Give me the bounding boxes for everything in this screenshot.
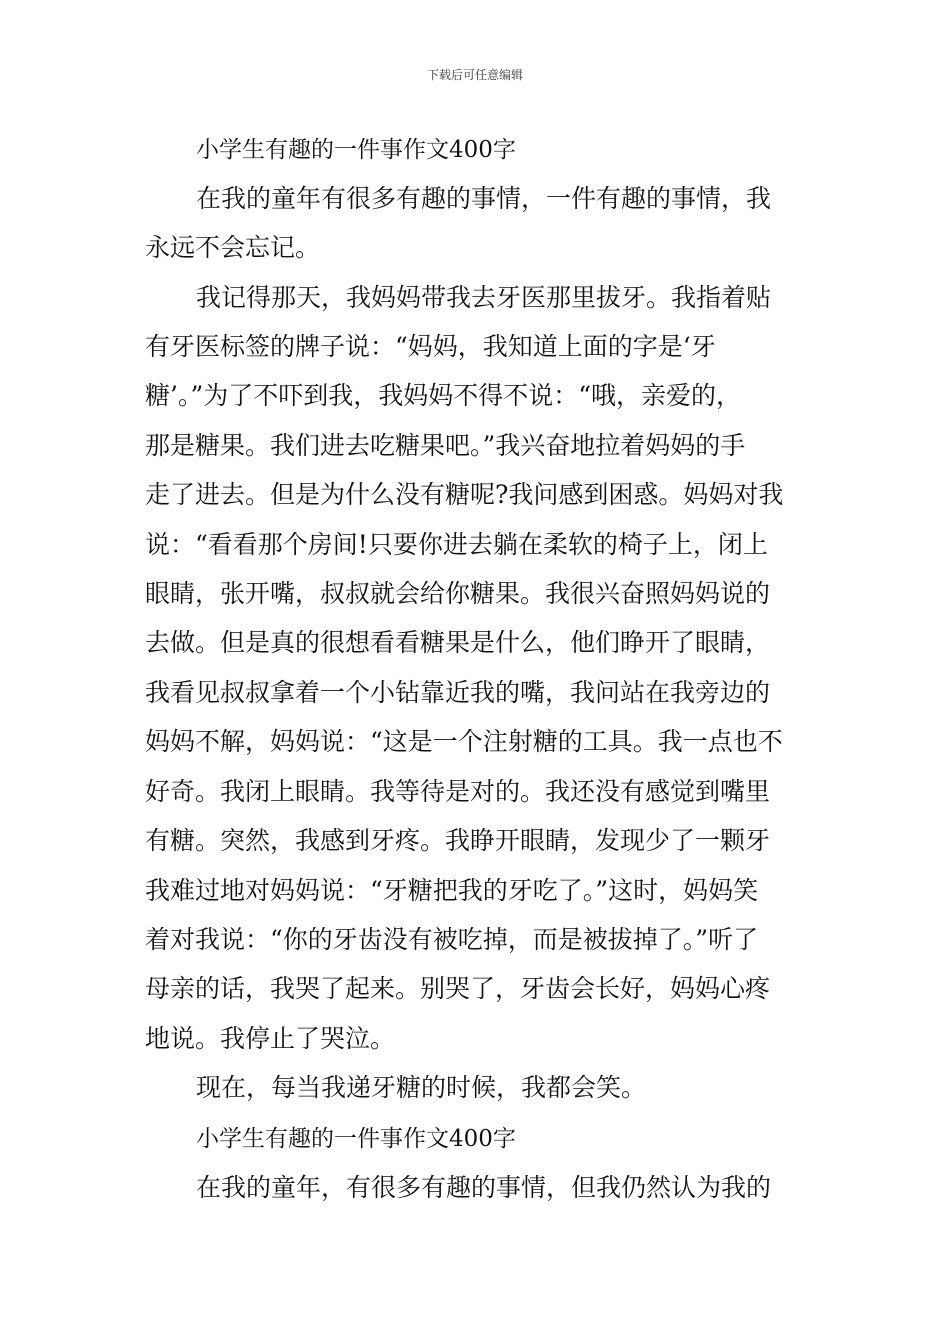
- paragraph-line: 母亲的话，我哭了起来。别哭了，牙齿会长好，妈妈心疼: [145, 974, 771, 1003]
- paragraph-line: 走了进去。但是为什么没有糖呢?我问感到困惑。妈妈对我: [145, 480, 784, 509]
- paragraph-line: 在我的童年有很多有趣的事情，一件有趣的事情，我: [196, 184, 772, 213]
- article-title: 小学生有趣的一件事作文400字: [196, 1126, 516, 1152]
- paragraph-line: 地说。我停止了哭泣。: [145, 1024, 396, 1053]
- paragraph-line: 妈妈不解，妈妈说：“这是一个注射糖的工具。我一点也不: [145, 727, 783, 756]
- paragraph-line: 我看见叔叔拿着一个小钻靠近我的嘴，我问站在我旁边的: [145, 678, 771, 707]
- paragraph-line: 眼睛，张开嘴，叔叔就会给你糖果。我很兴奋照妈妈说的: [145, 579, 771, 608]
- paragraph-line: 说：“看看那个房间!只要你进去躺在柔软的椅子上，闭上: [145, 530, 768, 559]
- paragraph-line: 现在，每当我递牙糖的时候，我都会笑。: [196, 1073, 647, 1102]
- paragraph-line: 有糖。突然，我感到牙疼。我睁开眼睛，发现少了一颗牙: [145, 826, 771, 855]
- paragraph-line: 糖’。”为了不吓到我，我妈妈不得不说：“哦，亲爱的，: [145, 381, 742, 410]
- article-title: 小学生有趣的一件事作文400字: [196, 137, 516, 163]
- paragraph-line: 好奇。我闭上眼睛。我等待是对的。我还没有感觉到嘴里: [145, 777, 771, 806]
- paragraph-line: 在我的童年，有很多有趣的事情，但我仍然认为我的: [196, 1173, 772, 1202]
- paragraph-line: 永远不会忘记。: [145, 233, 321, 262]
- paragraph-line: 我难过地对妈妈说：“牙糖把我的牙吃了。”这时，妈妈笑: [145, 876, 759, 905]
- header-note: 下载后可任意编辑: [426, 68, 523, 82]
- paragraph-line: 有牙医标签的牌子说：“妈妈，我知道上面的字是‘牙: [145, 332, 716, 361]
- paragraph-line: 去做。但是真的很想看看糖果是什么，他们睁开了眼睛，: [145, 628, 771, 657]
- paragraph-line: 着对我说：“你的牙齿没有被吃掉，而是被拔掉了。”听了: [145, 925, 759, 954]
- paragraph-line: 我记得那天，我妈妈带我去牙医那里拔牙。我指着贴: [196, 283, 772, 312]
- paragraph-line: 那是糖果。我们进去吃糖果吧。”我兴奋地拉着妈妈的手: [145, 431, 746, 460]
